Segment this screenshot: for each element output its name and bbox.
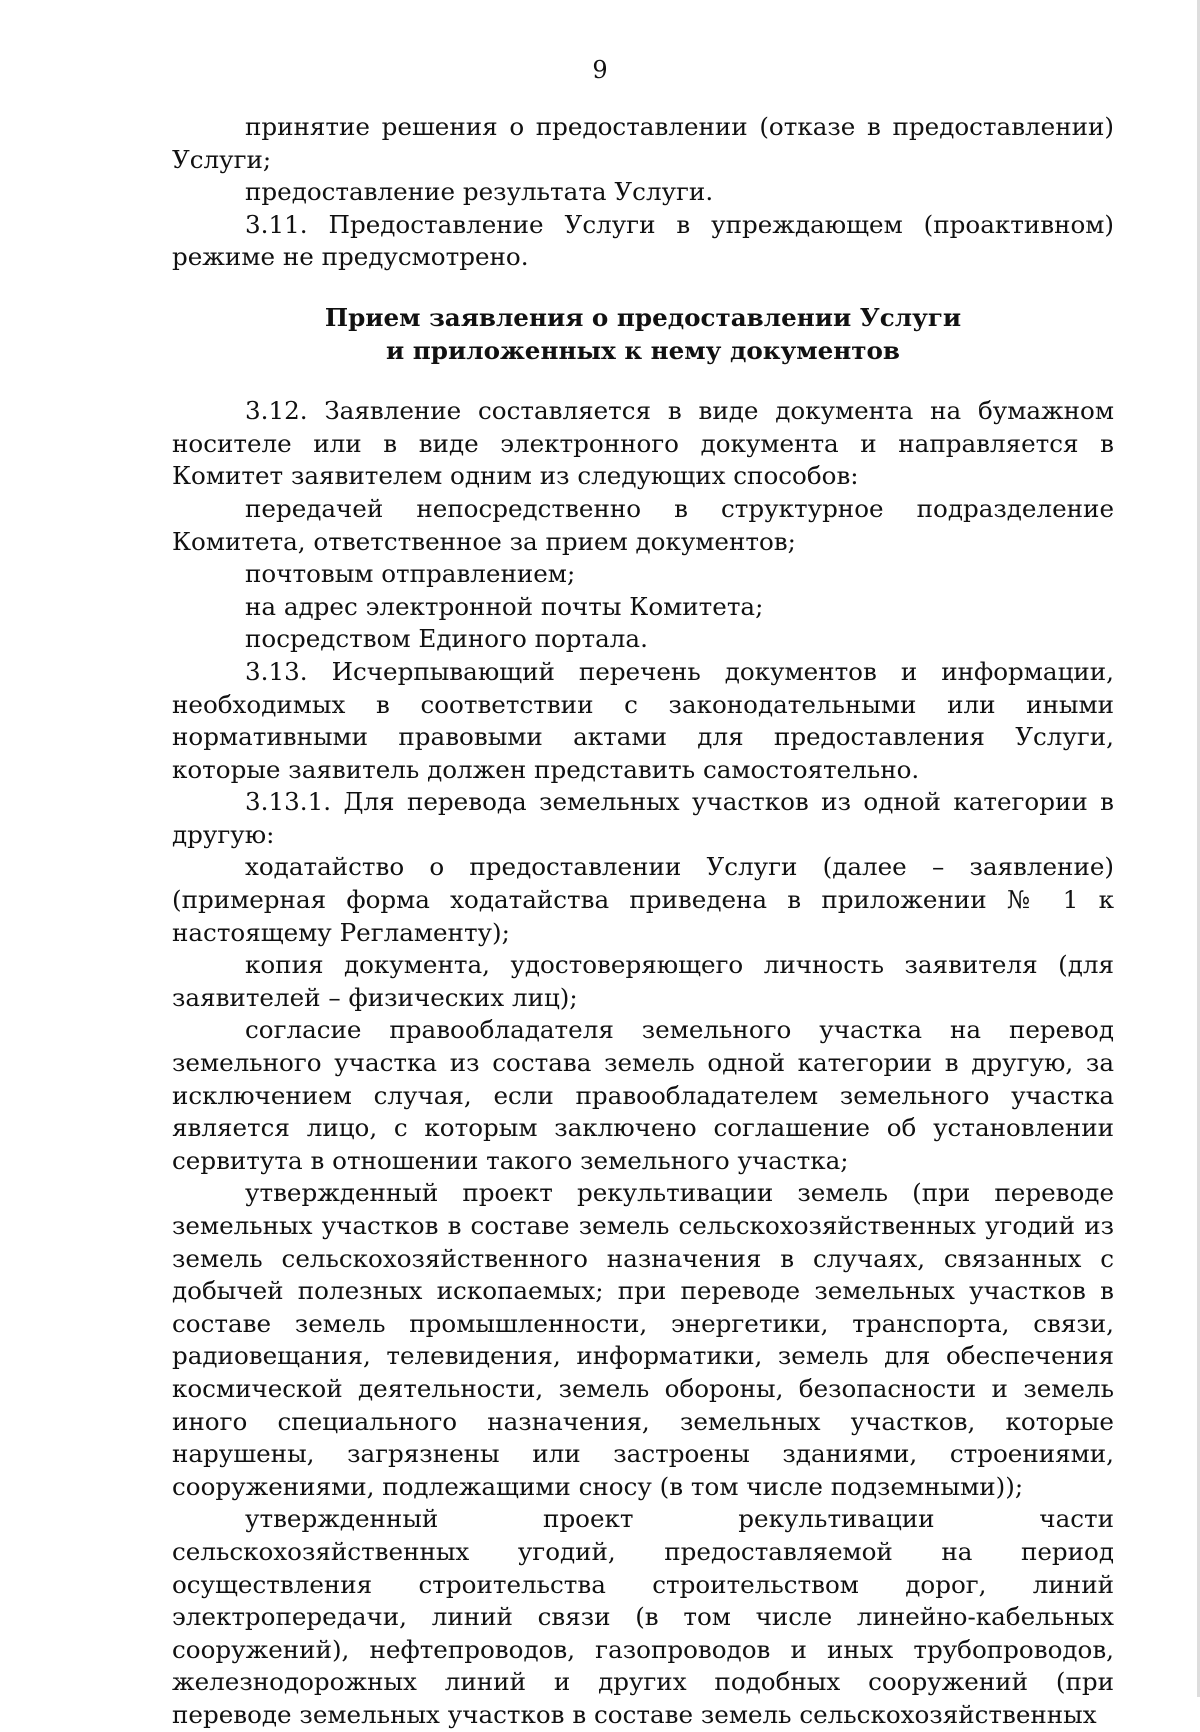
section-heading-line: Прием заявления о предоставлении Услуги	[324, 302, 962, 332]
section-heading	[172, 302, 1114, 367]
paragraph: утвержденный проект рекультивации земель (при переводе земельных участков в составе земель сельскохозяйственных угодий из земель сельскохозяйственного назначения в случаях, связанных с добычей полезных ископаемых; при переводе земельных участков в составе земель промышленности, энергетики, транспорта, связи, радиовещания, телевидения, информатики, земель для обеспечения космической деятельности, земель обороны, безопасности и земель иного специального назначения, земельных участков, которые нарушены, загрязнены или застроены зданиями, строениями, сооружениями, подлежащими сносу (в том числе подземными));	[172, 1178, 1114, 1501]
paragraph: передачей непосредственно в структурное подразделение Комитета, ответственное за прием документов;	[172, 493, 1114, 556]
paragraph: 3.13.1. Для перевода земельных участков из одной категории в другую:	[172, 787, 1114, 849]
document-body	[172, 111, 1114, 1732]
paragraph: ходатайство о предоставлении Услуги (далее – заявление) (примерная форма ходатайства приведена в приложении № 1 к настоящему Регламенту);	[172, 852, 1114, 947]
paragraph: согласие правообладателя земельного участка на перевод земельного участка из состава земель одной категории в другую, за исключением случая, если правообладателем земельного участка является лицо, с которым заключено соглашение об установлении сервитута в отношении такого земельного участка;	[172, 1015, 1114, 1175]
section-heading-line: и приложенных к нему документов	[385, 335, 901, 365]
paragraph: утвержденный проект рекультивации части сельскохозяйственных угодий, предоставляемой на период осуществления строительства строительством дорог, линий электропередачи, линий связи (в том числе линейно-кабельных сооружений), нефтепроводов, газопроводов и иных трубопроводов, железнодорожных линий и других подобных сооружений (при переводе земельных участков в составе земель сельскохозяйственных	[172, 1504, 1114, 1729]
paragraph: копия документа, удостоверяющего личность заявителя (для заявителей – физических лиц);	[172, 950, 1114, 1012]
paragraph: принятие решения о предоставлении (отказе в предоставлении) Услуги;	[172, 112, 1114, 174]
paragraph: 3.13. Исчерпывающий перечень документов и информации, необходимых в соответствии с законодательными или иными нормативными правовыми актами для предоставления Услуги, которые заявитель должен представить самостоятельно.	[172, 656, 1114, 784]
paragraph: посредством Единого портала.	[245, 624, 648, 654]
paragraph: предоставление результата Услуги.	[245, 177, 714, 207]
paragraph: почтовым отправлением;	[245, 559, 576, 589]
paragraph: на адрес электронной почты Комитета;	[245, 591, 764, 621]
paragraph: 3.12. Заявление составляется в виде документа на бумажном носителе или в виде электронного документа и направляется в Комитет заявителем одним из следующих способов:	[172, 396, 1114, 491]
paragraph: 3.11. Предоставление Услуги в упреждающем (проактивном) режиме не предусмотрено.	[172, 209, 1114, 272]
page-number: 9	[592, 56, 608, 84]
